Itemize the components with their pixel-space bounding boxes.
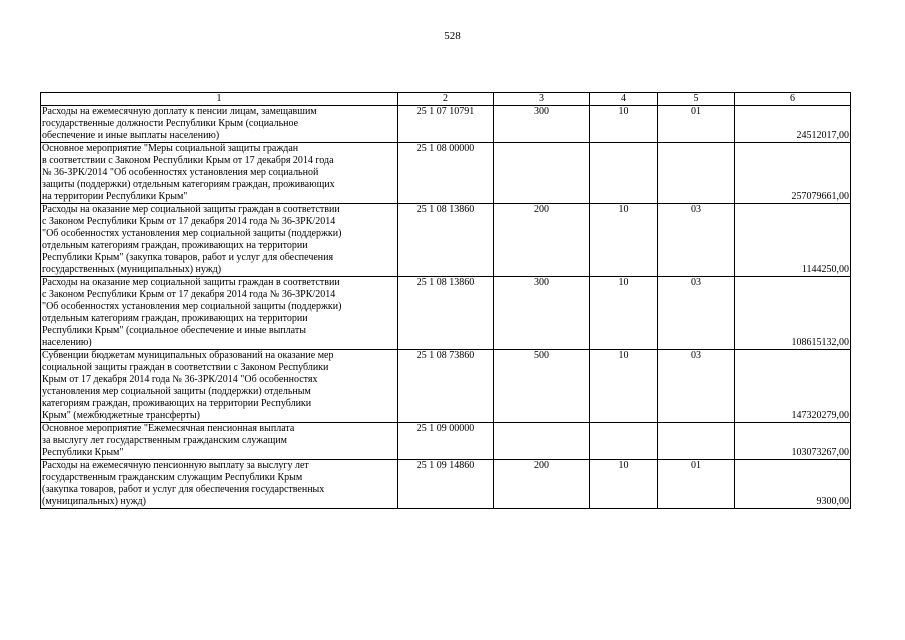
table-row (41, 204, 851, 277)
row-expense-type (494, 423, 590, 460)
column-header-4: 4 (590, 93, 658, 106)
row-amount: 147320279,00 (735, 350, 851, 423)
column-header-2: 2 (398, 93, 494, 106)
row-amount: 24512017,00 (735, 106, 851, 143)
row-subsection (658, 423, 735, 460)
row-name: Основное мероприятие "Меры социальной защиты граждан в соответствии с Законом Республики Крым от 17 декабря 2014 года № 36-ЗРК/2014 "Об особенностях установления мер социальной защиты (поддержки) отдельным категориям граждан, проживающих на территории Республики Крым" (41, 143, 398, 204)
row-subsection: 03 (658, 277, 735, 350)
row-section: 10 (590, 460, 658, 509)
budget-table (40, 92, 851, 509)
row-code: 25 1 09 14860 (398, 460, 494, 509)
row-expense-type: 300 (494, 106, 590, 143)
row-subsection: 03 (658, 350, 735, 423)
row-section: 10 (590, 350, 658, 423)
row-name: Основное мероприятие "Ежемесячная пенсионная выплата за выслугу лет государственным гражданским служащим Республики Крым" (41, 423, 398, 460)
row-name: Расходы на ежемесячную доплату к пенсии лицам, замещавшим государственные должности Республики Крым (социальное обеспечение и иные выплаты населению) (41, 106, 398, 143)
row-amount: 257079661,00 (735, 143, 851, 204)
row-name: Расходы на оказание мер социальной защиты граждан в соответствии с Законом Республики Крым от 17 декабря 2014 года № 36-ЗРК/2014 "Об особенностях установления мер социальной защиты (поддержки) отдельным категориям граждан, проживающих на территории Республики Крым" (закупка товаров, работ и услуг для обеспечения государственных (муниципальных) нужд) (41, 204, 398, 277)
page-number: 528 (444, 30, 461, 42)
row-code: 25 1 08 00000 (398, 143, 494, 204)
row-section: 10 (590, 204, 658, 277)
row-subsection (658, 143, 735, 204)
table-row (41, 423, 851, 460)
row-section (590, 143, 658, 204)
row-code: 25 1 09 00000 (398, 423, 494, 460)
row-amount: 103073267,00 (735, 423, 851, 460)
table-row (41, 106, 851, 143)
row-amount: 1144250,00 (735, 204, 851, 277)
row-subsection: 03 (658, 204, 735, 277)
row-subsection: 01 (658, 460, 735, 509)
row-expense-type: 300 (494, 277, 590, 350)
column-header-6: 6 (735, 93, 851, 106)
table-header-row (41, 93, 851, 106)
row-section: 10 (590, 106, 658, 143)
row-expense-type (494, 143, 590, 204)
row-code: 25 1 08 13860 (398, 204, 494, 277)
table-body (41, 93, 851, 509)
row-expense-type: 200 (494, 460, 590, 509)
row-section: 10 (590, 277, 658, 350)
row-code: 25 1 07 10791 (398, 106, 494, 143)
column-header-3: 3 (494, 93, 590, 106)
table-row (41, 460, 851, 509)
row-amount: 9300,00 (735, 460, 851, 509)
row-subsection: 01 (658, 106, 735, 143)
column-header-5: 5 (658, 93, 735, 106)
row-expense-type: 200 (494, 204, 590, 277)
row-code: 25 1 08 73860 (398, 350, 494, 423)
table-row (41, 143, 851, 204)
table-row (41, 350, 851, 423)
row-expense-type: 500 (494, 350, 590, 423)
row-amount: 108615132,00 (735, 277, 851, 350)
table-row (41, 277, 851, 350)
row-code: 25 1 08 13860 (398, 277, 494, 350)
column-header-1: 1 (41, 93, 398, 106)
row-name: Субвенции бюджетам муниципальных образований на оказание мер социальной защиты граждан в соответствии с Законом Республики Крым от 17 декабря 2014 года № 36-ЗРК/2014 "Об особенностях установления мер социальной защиты (поддержки) отдельным категориям граждан, проживающих на территории Республики Крым" (межбюджетные трансферты) (41, 350, 398, 423)
row-name: Расходы на ежемесячную пенсионную выплату за выслугу лет государственным гражданским служащим Республики Крым (закупка товаров, работ и услуг для обеспечения государственных (муниципальных) нужд) (41, 460, 398, 509)
row-name: Расходы на оказание мер социальной защиты граждан в соответствии с Законом Республики Крым от 17 декабря 2014 года № 36-ЗРК/2014 "Об особенностях установления мер социальной защиты (поддержки) отдельным категориям граждан, проживающих на территории Республики Крым" (социальное обеспечение и иные выплаты населению) (41, 277, 398, 350)
row-section (590, 423, 658, 460)
